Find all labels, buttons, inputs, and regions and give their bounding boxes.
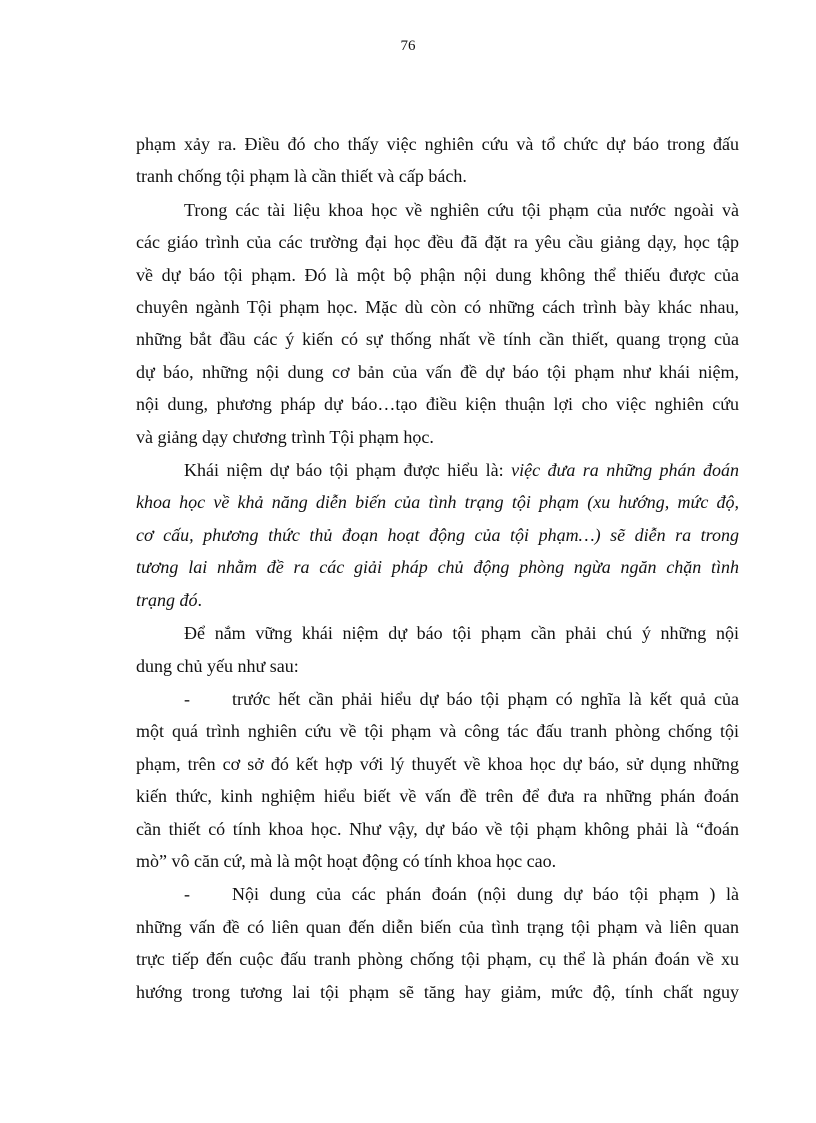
text-line: trước hết cần phải hiểu dự báo tội phạm có nghĩa là kết quả của: [232, 688, 739, 709]
page-number: 76: [400, 38, 416, 54]
bullet-first-line: [136, 878, 739, 910]
paragraph-definition: [136, 454, 739, 616]
text-line: [136, 584, 739, 616]
text-line: chuyên ngành Tội phạm học. Mặc dù còn có những cách trình bày khác nhau,: [136, 297, 739, 318]
bullet-dash: -: [184, 884, 190, 905]
text-line: mò” vô căn cứ, mà là một hoạt động có tính khoa học cao.: [136, 850, 557, 871]
paragraph-1: [136, 128, 739, 193]
text-line: Nội dung của các phán đoán (nội dung dự báo tội phạm ) là: [232, 884, 739, 905]
text-line: dung chủ yếu như sau:: [136, 655, 299, 676]
text-line: nội dung, phương pháp dự báo…tạo điều kiện thuận lợi cho việc nghiên cứu: [136, 394, 739, 415]
text-line: Để nắm vững khái niệm dự báo tội phạm cần phải chú ý những nội: [184, 623, 739, 644]
text-line: những bắt đầu các ý kiến có sự thống nhất về tính cần thiết, quang trọng của: [136, 329, 739, 350]
definition-italic-end: trạng đó: [136, 589, 198, 610]
text-line: hướng trong tương lai tội phạm sẽ tăng hay giảm, mức độ, tính chất nguy: [136, 981, 739, 1002]
text-line: tương lai nhằm đề ra các giải pháp chủ động phòng ngừa ngăn chặn tình: [136, 557, 739, 578]
text-line: các giáo trình của các trường đại học đều đã đặt ra yêu cầu giảng dạy, học tập: [136, 232, 739, 253]
text-line: một quá trình nghiên cứu về tội phạm và công tác đấu tranh phòng chống tội: [136, 721, 739, 742]
text-line: khoa học về khả năng diễn biến của tình trạng tội phạm (xu hướng, mức độ,: [136, 492, 739, 513]
text-line: tranh chống tội phạm là cần thiết và cấp bách.: [136, 166, 467, 187]
definition-italic: việc đưa ra những phán đoán: [511, 460, 739, 481]
text-line: Trong các tài liệu khoa học về nghiên cứu tội phạm của nước ngoài và: [184, 199, 739, 220]
definition-lead: Khái niệm dự báo tội phạm được hiểu là:: [184, 460, 512, 481]
text-line: trực tiếp đến cuộc đấu tranh phòng chống tội phạm, cụ thể là phán đoán về xu: [136, 949, 739, 970]
text-line: phạm xảy ra. Điều đó cho thấy việc nghiên cứu và tổ chức dự báo trong đấu: [136, 134, 739, 154]
bullet-dash: -: [184, 688, 190, 709]
bullet-item-1: [136, 683, 739, 877]
text-line: cần thiết có tính khoa học. Như vậy, dự báo về tội phạm không phải là “đoán: [136, 818, 739, 839]
bullet-item-2: [136, 878, 739, 1008]
paragraph-4: [136, 617, 739, 682]
definition-period: .: [197, 589, 203, 610]
body-text: [136, 128, 739, 1009]
text-line: và giảng dạy chương trình Tội phạm học.: [136, 426, 434, 447]
text-line: về dự báo tội phạm. Đó là một bộ phận nội dung không thể thiếu được của: [136, 264, 739, 285]
text-line: cơ cấu, phương thức thủ đoạn hoạt động của tội phạm…) sẽ diễn ra trong: [136, 524, 739, 545]
bullet-first-line: [136, 683, 739, 715]
text-line: những vấn đề có liên quan đến diễn biến của tình trạng tội phạm và liên quan: [136, 916, 739, 937]
text-line: dự báo, những nội dung cơ bản của vấn đề dự báo tội phạm như khái niệm,: [136, 361, 739, 382]
text-line: phạm, trên cơ sở đó kết hợp với lý thuyết về khoa học dự báo, sử dụng những: [136, 753, 739, 774]
paragraph-2: [136, 194, 739, 453]
text-line: kiến thức, kinh nghiệm hiểu biết về vấn đề trên để đưa ra những phán đoán: [136, 786, 739, 807]
text-line: [136, 454, 739, 486]
